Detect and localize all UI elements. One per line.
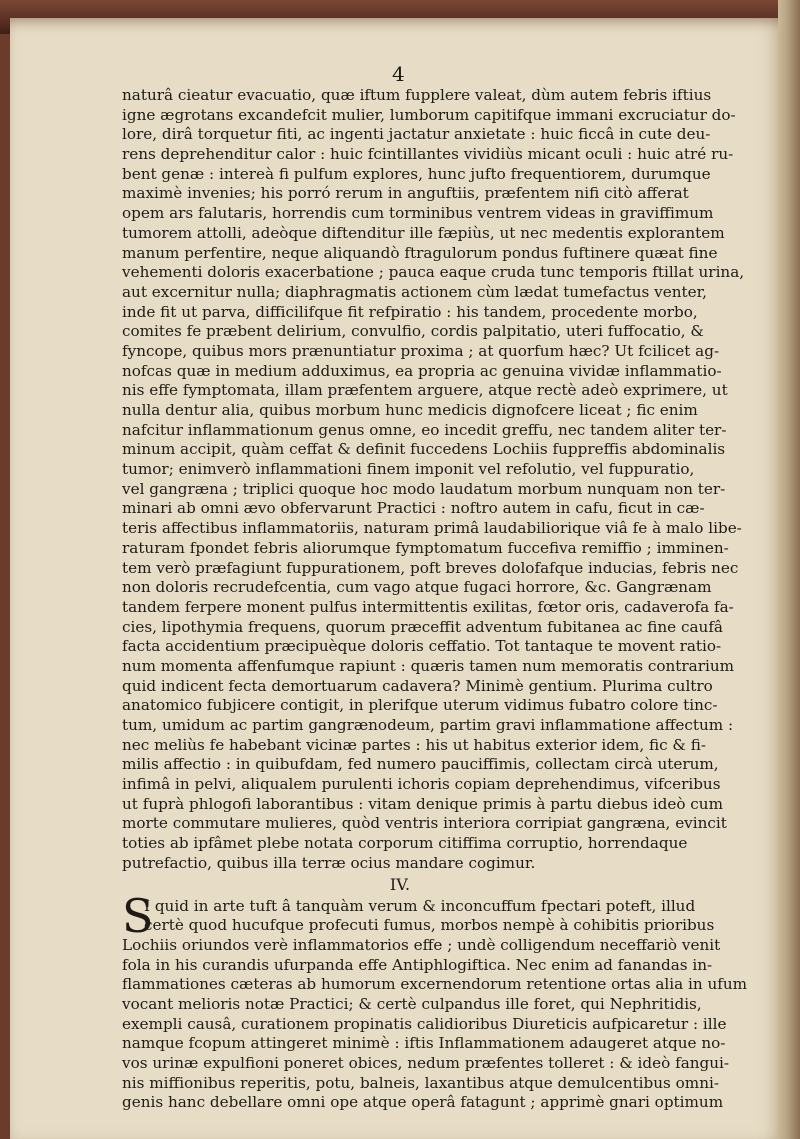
text-line: comites fe præbent delirium, convulfio, cordis palpitatio, uteri fuffocatio, & <box>122 322 704 341</box>
text-line: tandem ferpere monent pulfus intermittentis exilitas, fœtor oris, cadaverofa fa- <box>122 597 734 616</box>
text-line: manum perfentire, neque aliquandò ftragulorum pondus fuftinere quæat fine <box>122 243 718 262</box>
text-line: aut excernitur nulla; diaphragmatis actionem cùm lædat tumefactus venter, <box>122 282 708 301</box>
text-line: minari ab omni ævo obfervarunt Practici : noftro autem in cafu, ficut in cæ- <box>122 499 705 518</box>
paragraph-1 <box>122 86 745 874</box>
text-line: facta accidentium præcipuèque doloris ceffatio. Tot tantaque te movent ratio- <box>122 637 722 656</box>
text-line: bent genæ : intereà fi pulfum explores, hunc jufto frequentiorem, durumque <box>122 164 711 183</box>
text-line: tem verò præfagiunt fuppurationem, poft breves dolofafque inducias, febris nec <box>122 558 739 577</box>
text-line: inde fit ut parva, difficilifque fit refpiratio : his tandem, procedente morbo, <box>122 302 698 321</box>
text-line: fyncope, quibus mors prænuntiatur proxima ; at quorfum hæc? Ut fcilicet ag- <box>122 341 720 360</box>
text-line: cies, lipothymia frequens, quorum præceffit adventum fubitanea ac fine caufâ <box>122 617 723 636</box>
text-line: toties ab ipfâmet plebe notata corporum citiffima corruptio, horrendaque <box>122 834 688 853</box>
text-line: tumor; enimverò inflammationi finem imponit vel refolutio, vel fuppuratio, <box>122 460 695 479</box>
text-line: quid indicent fecta demortuarum cadavera? Minimè gentium. Plurima cultro <box>122 676 713 695</box>
text-line: putrefactio, quibus illa terræ ocius mandare cogimur. <box>122 853 536 872</box>
text-line: opem ars falutaris, horrendis cum torminibus ventrem videas in graviffimum <box>122 204 714 223</box>
text-line: vehementi doloris exacerbatione ; pauca eaque cruda tunc temporis ftillat urina, <box>122 263 745 282</box>
text-line: Lochiis oriundos verè inflammatorios effe ; undè colligendum neceffariò venit <box>122 935 721 954</box>
drop-cap: S <box>122 888 154 943</box>
paragraph-2 <box>122 888 748 1114</box>
page-number: 4 <box>392 62 405 86</box>
text-line: fola in his curandis ufurpanda effe Antiphlogiftica. Nec enim ad fanandas in- <box>122 955 713 974</box>
text-line: morte commutare mulieres, quòd ventris interiora corripiat gangræna, evincit <box>122 814 727 833</box>
text-line: num momenta affenfumque rapiunt : quæris tamen num memoratis contrarium <box>122 656 735 675</box>
section-numeral: IV. <box>389 874 411 894</box>
text-line: nec meliùs fe habebant vicinæ partes : his ut habitus exterior idem, fic & fi- <box>122 735 707 754</box>
text-line: teris affectibus inflammatoriis, naturam primâ laudabiliorique viâ fe à malo libe- <box>122 519 742 538</box>
text-line: vocant melioris notæ Practici; & certè culpandus ille foret, qui Nephritidis, <box>122 994 702 1013</box>
text-line: certè quod hucufque profecuti fumus, morbos nempè à cohibitis prioribus <box>144 916 715 935</box>
text-line: raturam fpondet febris aliorumque fymptomatum fuccefiva remiffio ; imminen- <box>122 538 729 557</box>
text-line: igne ægrotans excandefcit mulier, lumborum capitifque immani excruciatur do- <box>122 105 736 124</box>
text-line: rens deprehenditur calor : huic fcintillantes vividiùs micant oculi : huic atré ru- <box>122 145 734 164</box>
text-line: milis affectio : in quibufdam, fed numero pauciffimis, collectam circà uterum, <box>122 755 719 774</box>
text-line: tum, umidum ac partim gangrænodeum, partim gravi inflammatione affectum : <box>122 716 734 734</box>
text-line: infimâ in pelvi, aliqualem purulenti ichoris copiam deprehendimus, vifceribus <box>122 775 721 794</box>
text-line: exempli causâ, curationem propinatis calidioribus Diureticis aufpicaretur : ille <box>122 1014 727 1033</box>
text-line: I quid in arte tuft â tanquàm verum & inconcuffum fpectari poteft, illud <box>144 896 696 915</box>
text-line: nafcitur inflammationum genus omne, eo incedit greffu, nec tandem aliter ter- <box>122 420 727 439</box>
text-line: tumorem attolli, adeòque diftenditur ille fæpiùs, ut nec medentis explorantem <box>122 223 725 242</box>
text-line: minum accipit, quàm ceffat & definit fuccedens Lochiis fuppreffis abdominalis <box>122 440 726 459</box>
text-line: vel gangræna ; triplici quoque hoc modo laudatum morbum nunquam non ter- <box>122 479 726 498</box>
text-line: vos urinæ expulfioni poneret obices, nedum præfentes tolleret : & ideò fangui- <box>122 1054 730 1072</box>
text-line: lore, dirâ torquetur fiti, ac ingenti jactatur anxietate : huic ficcâ in cute deu- <box>122 125 711 144</box>
text-line: namque fcopum attingeret minimè : iftis Inflammationem adaugeret atque no- <box>122 1034 726 1053</box>
text-line: nis effe fymptomata, illam præfentem arguere, atque rectè adeò exprimere, ut <box>122 381 728 400</box>
text-line: ut fuprà phlogofi laborantibus : vitam denique primis à partu diebus ideò cum <box>122 794 723 813</box>
text-line: nulla dentur alia, quibus morbum hunc medicis dignofcere liceat ; fic enim <box>122 401 698 419</box>
text-line: flammationes cæteras ab humorum excernendorum retentione ortas alia in ufum <box>122 975 748 994</box>
text-line: genis hanc debellare omni ope atque operâ fatagunt ; apprimè gnari optimum <box>122 1093 724 1112</box>
text-line: anatomico fubjicere contigit, in plerifque uterum vidimus fubatro colore tinc- <box>122 696 718 715</box>
text-line: naturâ cieatur evacuatio, quæ iftum fupplere valeat, dùm autem febris iftius <box>122 86 712 104</box>
text-line: maximè invenies; his porró rerum in anguftiis, præfentem nifi citò afferat <box>122 184 689 203</box>
book-page-edge <box>778 0 800 1139</box>
text-line: nofcas quæ in medium adduximus, ea propria ac genuina vividæ inflammatio- <box>122 361 722 380</box>
text-line: nis miffionibus reperitis, potu, balneis, laxantibus atque demulcentibus omni- <box>122 1073 719 1092</box>
text-block <box>122 86 748 1113</box>
text-line: non doloris recrudefcentia, cum vago atque fugaci horrore, &c. Gangrænam <box>122 578 712 597</box>
